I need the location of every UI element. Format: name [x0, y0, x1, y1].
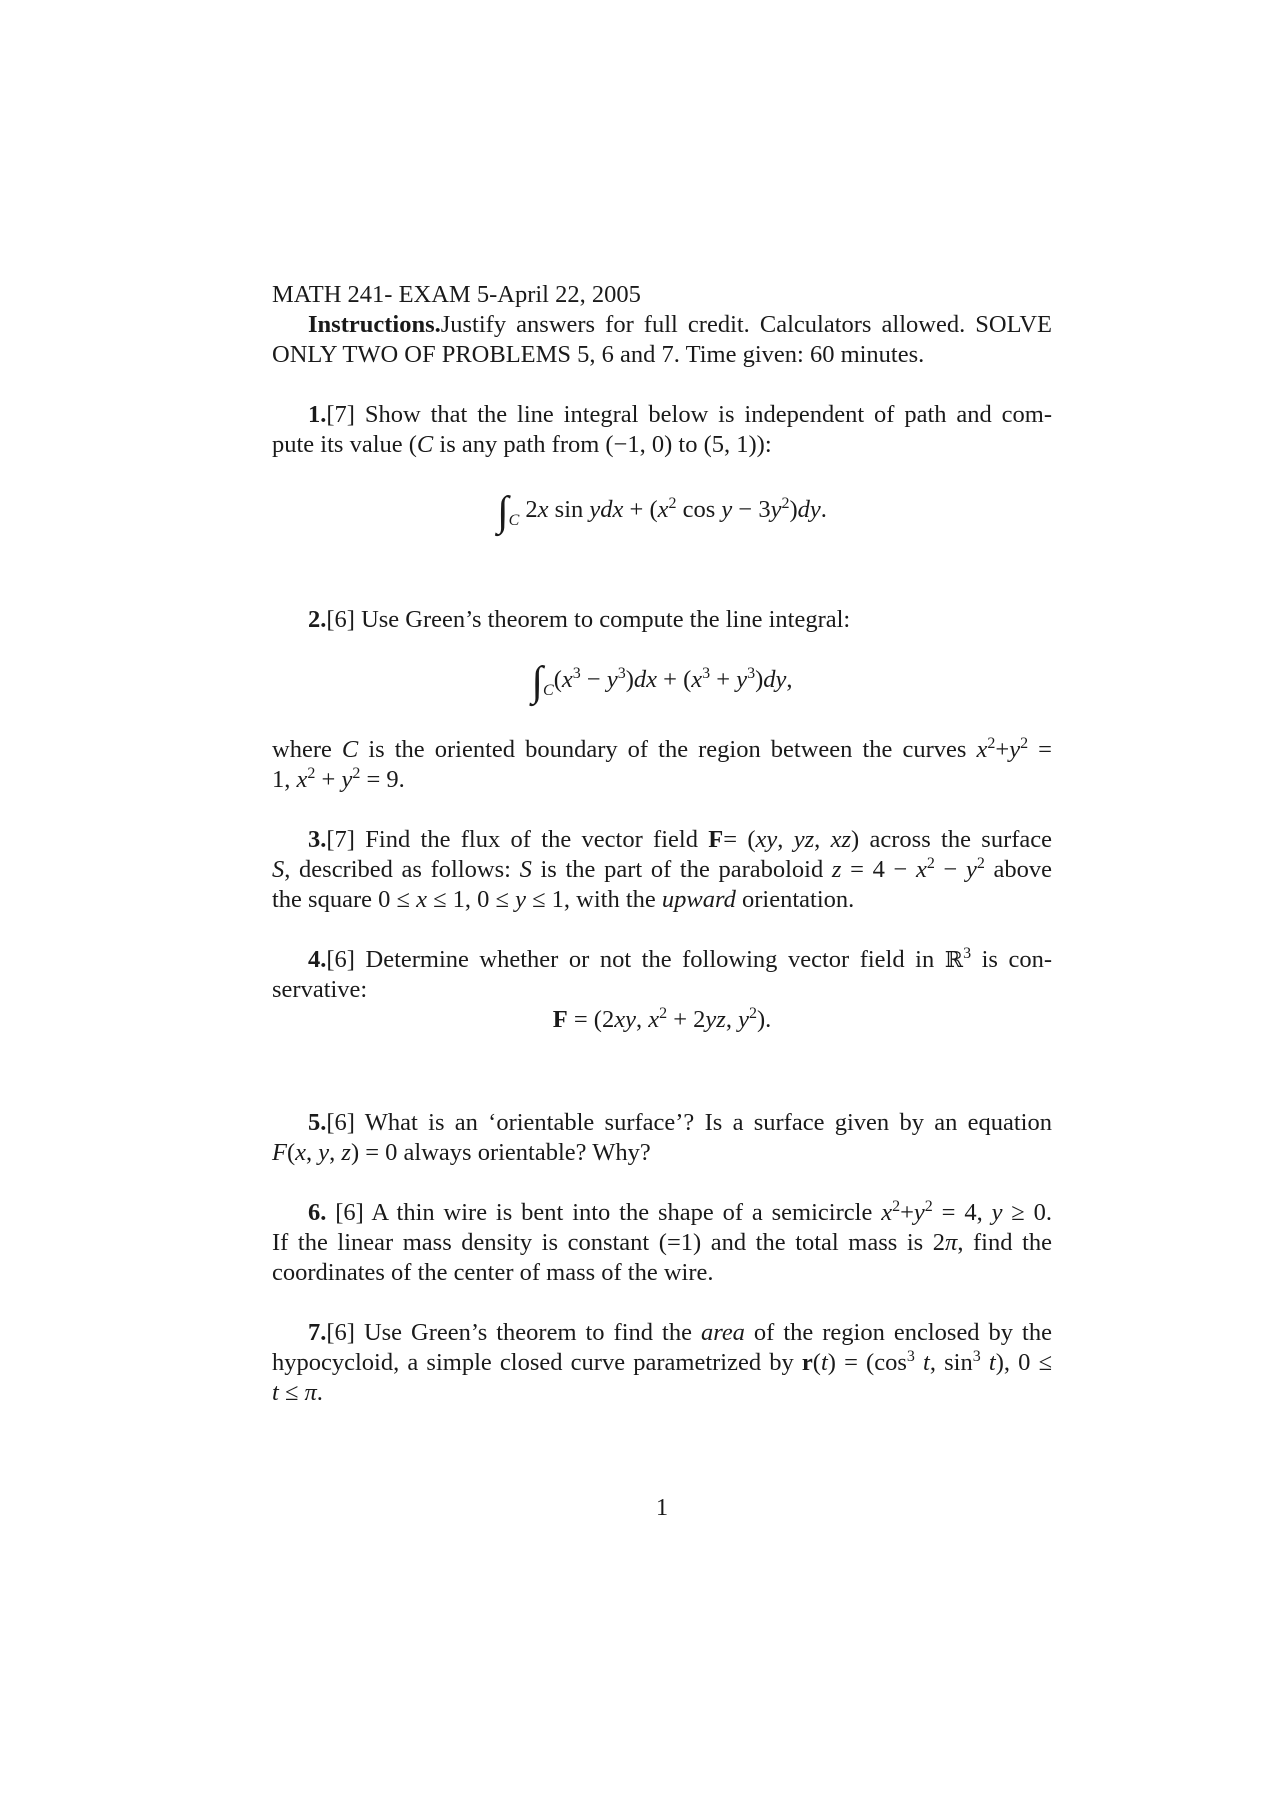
- problem-5-statement-cont: F(x, y, z) = 0 always orientable? Why?: [272, 1139, 651, 1166]
- problem-7-statement: 7.[6] Use Green’s theorem to find the area of the region enclosed by the: [308, 1319, 1052, 1346]
- problem-7-points: [6]: [326, 1319, 355, 1346]
- problem-2-statement: 2.[6] Use Green’s theorem to compute the line integral:: [308, 606, 851, 633]
- problem-5-number: 5.: [308, 1109, 327, 1136]
- problem-3-statement-cont: S, described as follows: S is the part of the paraboloid $z = 4 - x^2 - y^2$ above: [272, 855, 1053, 883]
- problem-2-region-line-cont: 1, $x^2 + y^2 = 9$.: [272, 765, 405, 793]
- problem-5-points: [6]: [326, 1109, 355, 1136]
- problem-1-statement: 1.[7] Show that the line integral below is independent of path and com-: [308, 401, 1053, 428]
- instructions-line-1: Instructions.Justify answers for full credit. Calculators allowed. SOLVE: [308, 311, 1052, 338]
- problem-1-points: [7]: [326, 401, 355, 428]
- exam-title: MATH 241- EXAM 5-April 22, 2005: [272, 281, 641, 308]
- problem-4-points: [6]: [326, 946, 355, 973]
- instructions-label: Instructions.: [308, 311, 441, 338]
- problem-3-statement: 3.[7] Find the flux of the vector field F= (xy, yz, xz) across the surface: [308, 826, 1053, 853]
- problem-3-number: 3.: [308, 826, 327, 853]
- problem-7-statement-end: t ≤ π.: [272, 1379, 323, 1406]
- page-number: 1: [655, 1494, 669, 1521]
- problem-1-statement-cont: pute its value (C is any path from (−1, 0) to (5, 1)):: [272, 431, 772, 458]
- problem-4-number: 4.: [308, 946, 327, 973]
- problem-2-region-line: where C is the oriented boundary of the region between the curves $x^2+y^2$ =: [272, 735, 1052, 763]
- problem-7-statement-cont: hypocycloid, a simple closed curve parametrized by $r(t) = (\cos^3$ t, $\sin^3 t$), 0 ≤: [272, 1348, 1053, 1376]
- problem-1-number: 1.: [308, 401, 327, 428]
- problem-2-integral: $\int_C(x^3 - y^3)dx + (x^3 + y^3)dy$,: [531, 659, 793, 705]
- problem-6-statement-end: coordinates of the center of mass of the wire.: [272, 1259, 714, 1286]
- problem-3-statement-end: the square 0 ≤ x ≤ 1, 0 ≤ y ≤ 1, with the upward orientation.: [272, 886, 855, 913]
- problem-4-vector-field: F = (2xy, $x^2 + 2yz$, $y^2$).: [552, 1005, 772, 1033]
- problem-2-points: [6]: [326, 606, 355, 633]
- problem-6-points: [6]: [335, 1199, 364, 1226]
- problem-6-number: 6.: [308, 1199, 327, 1226]
- problem-2-number: 2.: [308, 606, 327, 633]
- problem-7-number: 7.: [308, 1319, 327, 1346]
- problem-6-statement: 6. [6] A thin wire is bent into the shape of a semicircle $x^2+y^2 = 4$, y ≥ 0.: [308, 1198, 1052, 1226]
- problem-4-statement: 4.[6] Determine whether or not the following vector field in ℝ$^3$ is con-: [308, 945, 1053, 973]
- problem-1-integral: $\int_C$ 2x sin ydx + ($x^2$ $\cos y - 3y^2)dy$.: [497, 489, 827, 535]
- instructions-line-2: ONLY TWO OF PROBLEMS 5, 6 and 7. Time given: 60 minutes.: [272, 341, 925, 368]
- problem-4-statement-cont: servative:: [272, 976, 368, 1003]
- problem-3-points: [7]: [326, 826, 355, 853]
- problem-5-statement: 5.[6] What is an ‘orientable surface’? Is a surface given by an equation: [308, 1109, 1052, 1136]
- problem-6-statement-cont: If the linear mass density is constant (=1) and the total mass is 2π, find the: [272, 1229, 1052, 1256]
